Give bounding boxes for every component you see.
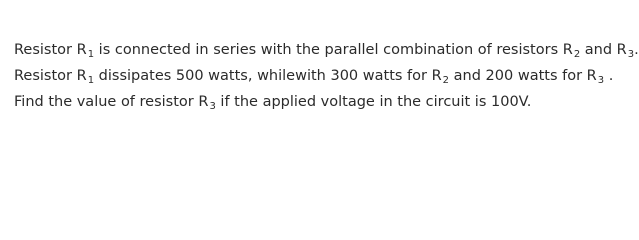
problem-line-3 (14, 90, 624, 116)
line1-text-c: and R (580, 42, 627, 58)
problem-statement (14, 38, 639, 116)
line1-text-d: . (634, 42, 639, 58)
line1-text-a: Resistor R (14, 42, 87, 58)
problem-line-1 (14, 38, 639, 64)
problem-line-2 (14, 64, 624, 90)
line2-text-c: and 200 watts for R (449, 68, 597, 84)
subscript-r3: 3 (627, 49, 635, 60)
subscript-r3: 3 (209, 101, 216, 112)
subscript-r1: 1 (87, 49, 95, 60)
line2-text-b: dissipates 500 watts, whilewith 300 watts for R (94, 68, 442, 84)
subscript-r2: 2 (573, 49, 581, 60)
line3-text-b: if the applied voltage in the circuit is 100V. (215, 94, 532, 110)
subscript-r1: 1 (87, 75, 95, 86)
line3-text-a: Find the value of resistor R (14, 94, 209, 110)
line1-text-b: is connected in series with the parallel combination of resistors R (94, 42, 573, 58)
subscript-r2: 2 (442, 75, 450, 86)
subscript-r3: 3 (597, 75, 605, 86)
line2-text-d: . (604, 68, 614, 84)
line2-text-a: Resistor R (14, 68, 87, 84)
